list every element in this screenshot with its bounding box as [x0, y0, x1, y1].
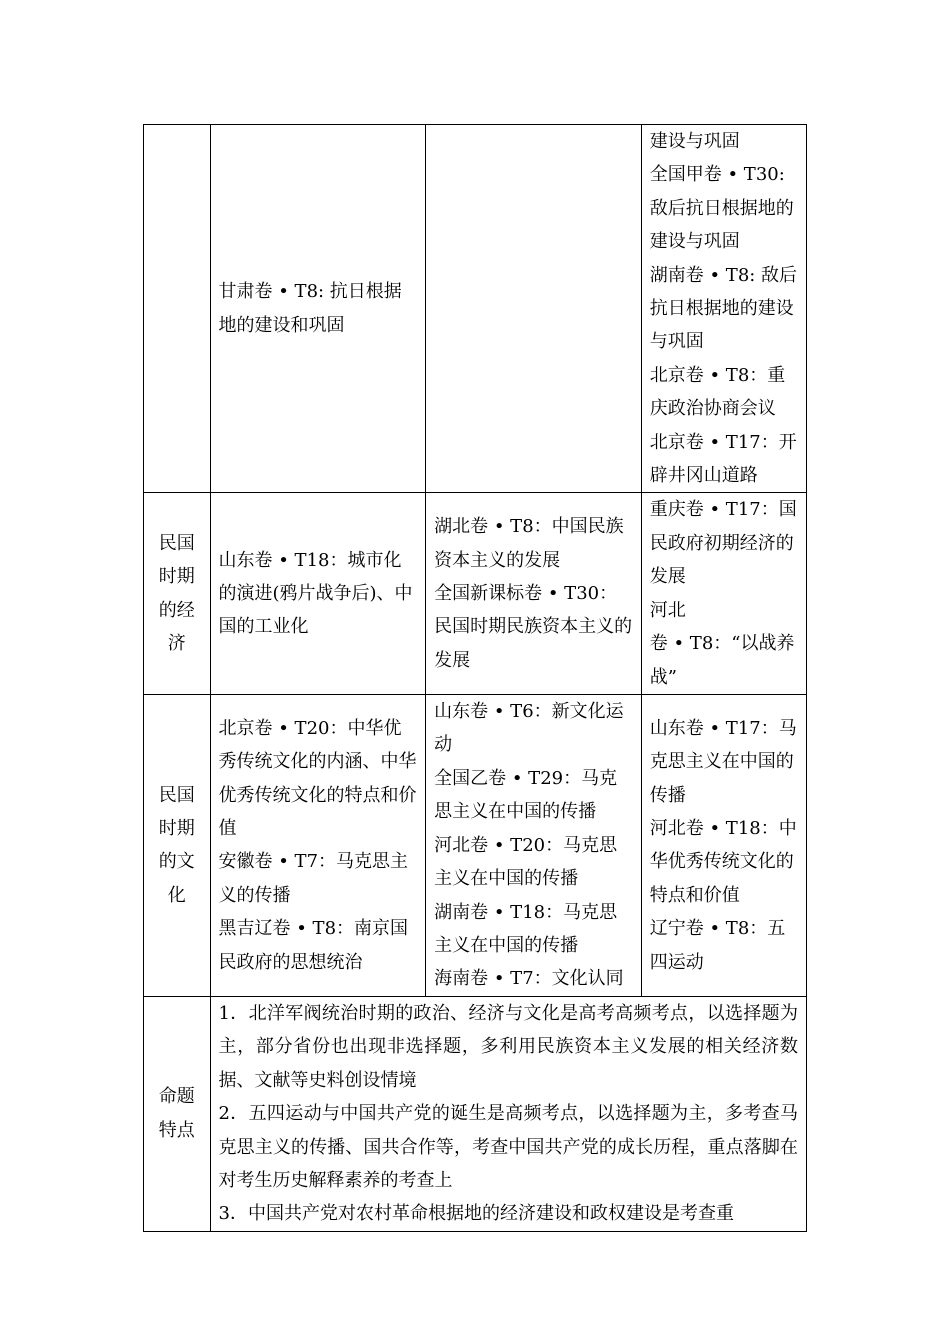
feature-item: 1．北洋军阀统治时期的政治、经济与文化是高考高频考点，以选择题为主，部分省份也出现非选择题，多利用民族资本主义发展的相关经济数据、文献等史料创设情境 — [218, 1002, 798, 1091]
exam-item: 湖南卷 • T18：马克思主义在中国的传播 — [434, 901, 618, 956]
exam-item: 全国新课标卷 • T30：民国时期民族资本主义的发展 — [434, 582, 633, 671]
exam-cell — [641, 125, 806, 493]
exam-item: 北京卷 • T17：开辟井冈山道路 — [649, 431, 797, 487]
exam-cell — [210, 125, 426, 493]
exam-item: 安徽卷 • T7：马克思主义的传播 — [218, 851, 409, 906]
exam-cell — [426, 125, 642, 493]
features-row — [144, 996, 807, 1231]
exam-item: 甘肃卷 • T8: 抗日根据地的建设和巩固 — [218, 281, 402, 336]
exam-item: 河北卷 • T18：中华优秀传统文化的特点和价值 — [649, 818, 797, 906]
exam-item: 山东卷 • T17：马克思主义在中国的传播 — [649, 717, 797, 806]
exam-item: 湖南卷 • T8: 敌后抗日根据地的建设与巩固 — [649, 264, 798, 353]
exam-item: 山东卷 • T18：城市化的演进(鸦片战争后)、中国的工业化 — [218, 549, 413, 638]
exam-item: 黑吉辽卷 • T8：南京国民政府的思想统治 — [218, 918, 409, 973]
exam-cell — [426, 493, 642, 694]
exam-item: 北京卷 • T8：重庆政治协商会议 — [649, 364, 786, 420]
table-row — [144, 125, 807, 493]
exam-item: 北京卷 • T20：中华优秀传统文化的内涵、中华优秀传统文化的特点和价值 — [218, 717, 417, 839]
exam-item: 河北 — [649, 599, 686, 621]
exam-item: 卷 • T8：“以战养战” — [649, 633, 795, 688]
exam-item: 重庆卷 • T17：国民政府初期经济的发展 — [649, 499, 797, 588]
table-row — [144, 694, 807, 996]
topic-cell: 民国时期的经济 — [144, 493, 211, 694]
features-label: 命题特点 — [144, 996, 211, 1231]
exam-cell — [210, 694, 426, 996]
exam-cell — [641, 493, 806, 694]
exam-item: 河北卷 • T20：马克思主义在中国的传播 — [434, 834, 618, 890]
exam-item: 海南卷 • T7：文化认同 — [434, 968, 624, 990]
topic-cell — [144, 125, 211, 493]
exam-item: 全国甲卷 • T30: 敌后抗日根据地的建设与巩固 — [649, 164, 794, 253]
exam-cell — [210, 493, 426, 694]
exam-item: 辽宁卷 • T8：五四运动 — [649, 918, 786, 973]
topic-cell: 民国时期的文化 — [144, 694, 211, 996]
exam-item: 山东卷 • T6：新文化运动 — [434, 701, 624, 756]
exam-table — [143, 124, 807, 1232]
exam-item: 建设与巩固 — [649, 131, 740, 152]
exam-cell — [426, 694, 642, 996]
exam-item: 湖北卷 • T8：中国民族资本主义的发展 — [434, 516, 624, 571]
exam-item: 全国乙卷 • T29：马克思主义在中国的传播 — [434, 767, 618, 823]
feature-item: 2．五四运动与中国共产党的诞生是高频考点，以选择题为主，多考查马克思主义的传播、国共合作等，考查中国共产党的成长历程，重点落脚在对考生历史解释素养的考查上 — [218, 1103, 798, 1191]
table-row — [144, 493, 807, 694]
exam-cell — [641, 694, 806, 996]
feature-item: 3．中国共产党对农村革命根据地的经济建设和政权建设是考查重 — [218, 1203, 734, 1225]
features-cell — [210, 996, 807, 1231]
